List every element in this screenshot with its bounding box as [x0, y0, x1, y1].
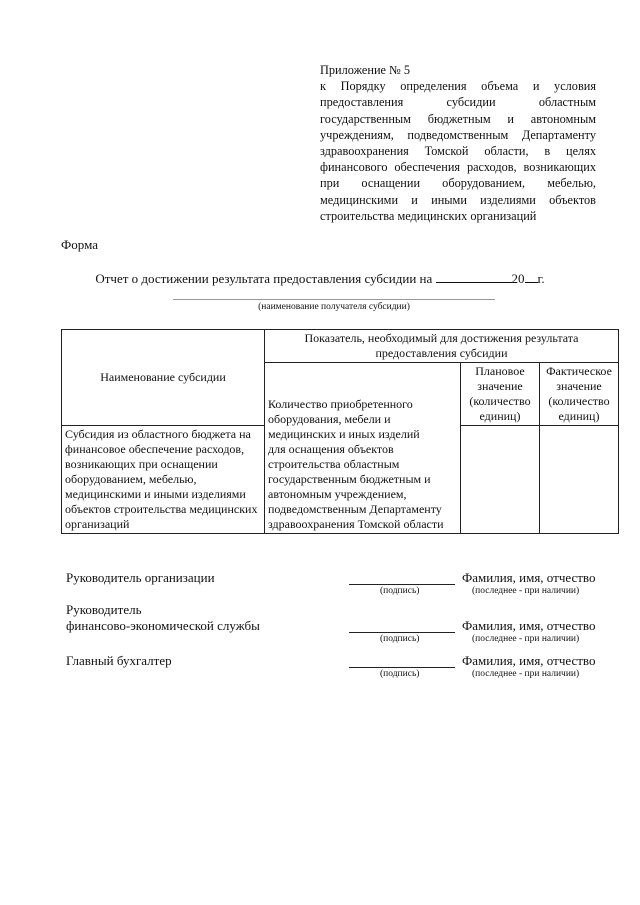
signature-hint: (подпись) [380, 634, 420, 644]
name-placeholder: Фамилия, имя, отчество [462, 570, 596, 585]
date-blank [436, 270, 512, 283]
row-fact-value[interactable] [540, 426, 619, 534]
signer-label-line2: финансово-экономической службы [66, 618, 260, 633]
signature-hint: (подпись) [380, 586, 420, 596]
recipient-hint: (наименование получателя субсидии) [258, 302, 410, 312]
signature-row-finance-title [66, 602, 606, 618]
signer-label: Руководитель [66, 602, 142, 617]
report-year-prefix: 20 [511, 271, 525, 286]
signature-line[interactable] [349, 667, 455, 668]
name-hint: (последнее - при наличии) [472, 586, 580, 596]
header-quantity [265, 363, 461, 534]
signer-label: Главный бухгалтер [66, 653, 172, 668]
row-quantity-text: для оснащения объектов строительства областным государственным бюджетным и автономным учреждением, подведомственным Департаменту здравоохранения Томской области [268, 442, 444, 531]
row-plan-value[interactable] [461, 426, 540, 534]
signer-label: Руководитель организации [66, 570, 215, 585]
signature-block [66, 570, 606, 681]
signature-line[interactable] [349, 584, 455, 585]
report-year-suffix: г. [537, 271, 545, 286]
appendix-reference: к Порядку определения объема и условия предоставления субсидии областным государственным бюджетным и автономным учреждениям, подведомственным Департаменту здравоохранения Томской области, в целях финансового обеспечения расходов, возникающих при оснащении оборудованием, мебелью, медицинскими и иными изделиями объектов строительства медицинских организаций [320, 79, 596, 223]
signature-row-finance [66, 618, 606, 634]
signature-row-accountant [66, 653, 606, 669]
signature-hints [66, 586, 606, 598]
name-hint: (последнее - при наличии) [472, 634, 580, 644]
header-quantity-text: Количество приобретенного оборудования, мебели и медицинских и иных изделий [268, 397, 420, 441]
signature-hint: (подпись) [380, 669, 420, 679]
signature-hints [66, 634, 606, 646]
name-placeholder: Фамилия, имя, отчество [462, 618, 596, 633]
header-fact: Фактическое значение (количество единиц) [540, 363, 619, 426]
name-placeholder: Фамилия, имя, отчество [462, 653, 596, 668]
report-title-text: Отчет о достижении результата предоставления субсидии на [95, 271, 433, 286]
header-subsidy-name: Наименование субсидии [62, 330, 265, 426]
signature-hints [66, 669, 606, 681]
year-blank [525, 270, 538, 283]
header-indicator: Показатель, необходимый для достижения результата предоставления субсидии [265, 330, 619, 363]
appendix-header [320, 62, 596, 224]
signature-row-head [66, 570, 606, 586]
name-hint: (последнее - при наличии) [472, 669, 580, 679]
header-plan: Плановое значение (количество единиц) [461, 363, 540, 426]
form-label: Форма [61, 237, 98, 252]
report-table [61, 329, 619, 534]
recipient-line [173, 299, 495, 300]
report-title [0, 270, 640, 287]
table-header-row [62, 330, 619, 363]
row-subsidy-name: Субсидия из областного бюджета на финансовое обеспечение расходов, возникающих при оснащении оборудованием, мебелью, медицинскими и иными изделиями объектов строительства медицинских организаций [62, 426, 265, 534]
appendix-title: Приложение № 5 [320, 63, 411, 77]
signature-line[interactable] [349, 632, 455, 633]
